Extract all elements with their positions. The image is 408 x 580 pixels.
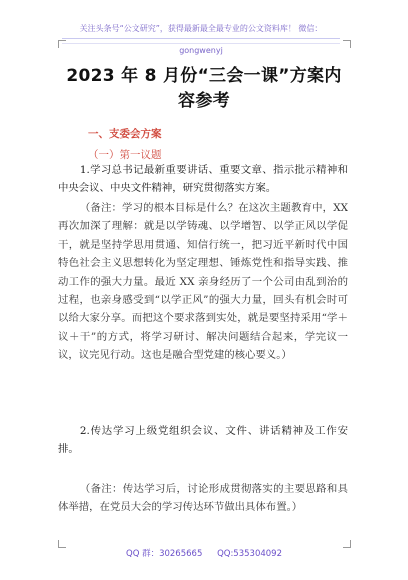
paragraph-note-2: （备注：传达学习后，讨论形成贯彻落实的主要思路和具体举措，在党员大会的学习传达环节做出具体布置。） (58, 483, 348, 514)
paragraph-item-1: 1.学习总书记最新重要讲话、重要文章、指示批示精神和中央会议、中央文件精神，研究贯彻落实方案。 (58, 164, 348, 195)
promo-banner: 关注头条号“公文研究”，获得最新最全最专业的公文资料库！ 微信：gongwenyj (79, 24, 323, 55)
header-rule-secondary (62, 43, 340, 44)
header-rule (62, 38, 340, 39)
footer-contact (0, 547, 408, 559)
section-heading: 一、支委会方案 (88, 128, 162, 140)
crop-mark-top-right (343, 40, 351, 48)
footer-qq-group: QQ 群：30265665 (126, 549, 203, 559)
document-title: 2023 年 8 月份“三会一课”方案内容参考 (66, 66, 342, 111)
subsection-heading: （一）第一议题 (88, 149, 162, 161)
crop-mark-top-left (58, 40, 66, 48)
paragraph-note-1: （备注：学习的根本目标是什么？在这次主题教育中，XX 再次加深了理解：就是以学铸魂、以学增智、以学正风以学促干，就是坚持学思用贯通、知信行统一，把习近平新时代中国特色社会主义思想转化为坚定理想、锤炼党性和指导实践、推动工作的强大力量。最近 XX 亲身经历了一个公司由乱到治的过程，也亲身感受到“以学正风”的强大力量，回头有机会时可以给大家分享。而把这个要求落到实处，就是要坚持采用“学＋议＋干”的方式，将学习研讨、解决问题结合起来，学完议一议，议完见行动。这也是融合型党建的核心要义。） (58, 202, 348, 362)
footer-qq: QQ:535304092 (217, 549, 282, 559)
paragraph-item-2: 2.传达学习上级党组织会议、文件、讲话精神及工作安排。 (58, 425, 348, 456)
